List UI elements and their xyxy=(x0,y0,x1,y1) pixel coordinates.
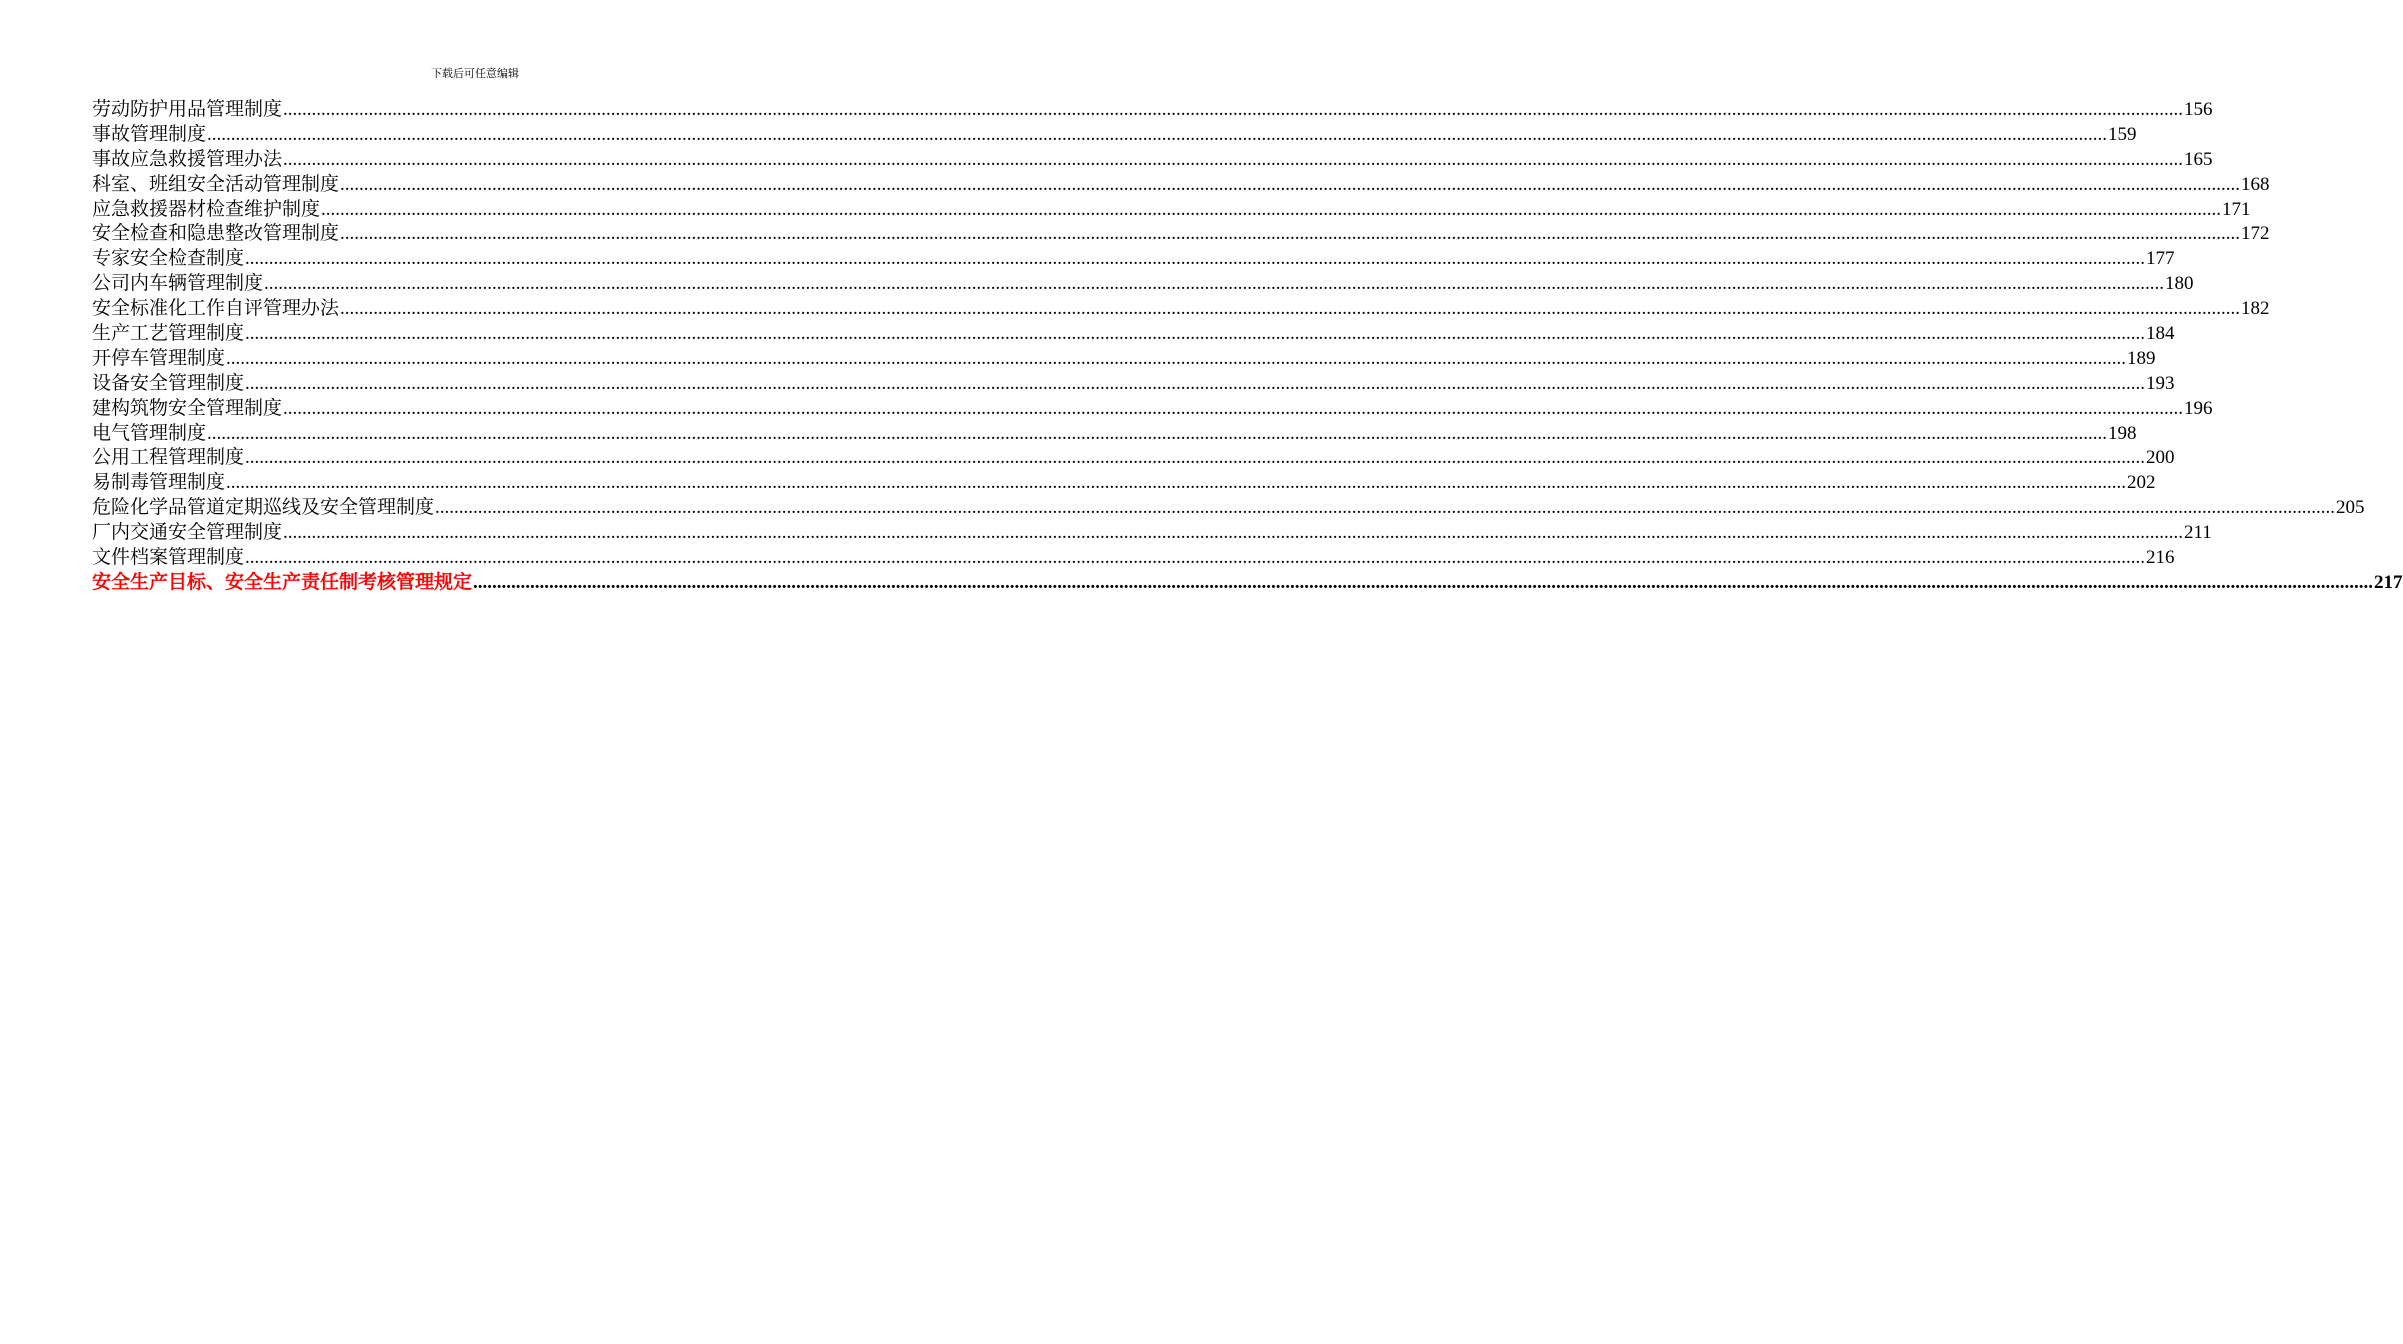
toc-entry-page-number: 172 xyxy=(2241,223,2270,245)
toc-entry-title: 安全检查和隐患整改管理制度 xyxy=(92,222,340,245)
toc-entry-page-number: 202 xyxy=(2127,472,2156,494)
toc-entry-page-number: 211 xyxy=(2184,522,2212,544)
toc-entry-title: 事故应急救援管理办法 xyxy=(92,147,283,170)
toc-dot-leader: ................................................................................................................................................................................................................................................................................................................................................................................................................ xyxy=(207,422,2108,444)
toc-dot-leader: ................................................................................................................................................................................................................................................................................................................................................................................................................ xyxy=(283,99,2184,120)
toc-entry[interactable] xyxy=(92,520,2212,545)
toc-entry-page-number: 184 xyxy=(2146,323,2175,345)
toc-entry-page-number: 182 xyxy=(2241,298,2270,320)
toc-entry-title: 电气管理制度 xyxy=(92,421,207,444)
toc-dot-leader: ................................................................................................................................................................................................................................................................................................................................................................................................................ xyxy=(226,347,2127,369)
toc-entry-page-number: 189 xyxy=(2127,347,2156,369)
toc-entry[interactable] xyxy=(92,421,2137,446)
table-of-contents xyxy=(92,97,2403,595)
toc-dot-leader: ................................................................................................................................................................................................................................................................................................................................................................................................................ xyxy=(321,198,2222,220)
toc-entry-title: 公用工程管理制度 xyxy=(92,446,245,469)
toc-dot-leader: ................................................................................................................................................................................................................................................................................................................................................................................................................ xyxy=(245,323,2146,345)
toc-entry-page-number: 180 xyxy=(2165,273,2194,295)
toc-entry-title: 劳动防护用品管理制度 xyxy=(92,98,283,120)
toc-entry-title: 专家安全检查制度 xyxy=(92,247,245,270)
toc-entry[interactable] xyxy=(92,470,2156,495)
toc-entry[interactable] xyxy=(92,545,2175,570)
toc-entry[interactable] xyxy=(92,246,2175,271)
toc-entry-page-number: 156 xyxy=(2184,99,2213,120)
toc-entry-page-number: 200 xyxy=(2146,447,2175,469)
toc-dot-leader: ................................................................................................................................................................................................................................................................................................................................................................................................................ xyxy=(435,497,2336,519)
toc-entry-title: 设备安全管理制度 xyxy=(92,371,245,394)
toc-dot-leader: ................................................................................................................................................................................................................................................................................................................................................................................................................ xyxy=(340,173,2241,195)
toc-entry[interactable] xyxy=(92,296,2270,321)
toc-entry-title: 安全生产目标、安全生产责任制考核管理规定 xyxy=(92,570,473,593)
toc-entry[interactable] xyxy=(92,371,2175,396)
toc-entry-title: 应急救援器材检查维护制度 xyxy=(92,197,321,220)
page-header: 下载后可任意编辑 xyxy=(431,67,519,80)
toc-dot-leader: ................................................................................................................................................................................................................................................................................................................................................................................................................ xyxy=(245,447,2146,469)
toc-entry[interactable] xyxy=(92,221,2270,246)
toc-dot-leader: ................................................................................................................................................................................................................................................................................................................................................................................................................ xyxy=(245,248,2146,270)
toc-entry-title: 危险化学品管道定期巡线及安全管理制度 xyxy=(92,496,435,519)
toc-entry-page-number: 177 xyxy=(2146,248,2175,270)
toc-entry[interactable] xyxy=(92,346,2156,371)
toc-entry-title: 易制毒管理制度 xyxy=(92,471,226,494)
toc-entry-page-number: 217 xyxy=(2374,571,2403,593)
toc-entry[interactable] xyxy=(92,271,2194,296)
toc-entry-page-number: 198 xyxy=(2108,422,2137,444)
toc-entry-title: 生产工艺管理制度 xyxy=(92,322,245,345)
toc-entry-page-number: 159 xyxy=(2108,123,2137,145)
toc-dot-leader: ................................................................................................................................................................................................................................................................................................................................................................................................................ xyxy=(283,397,2184,419)
toc-entry-title: 安全标准化工作自评管理办法 xyxy=(92,297,340,320)
toc-entry-page-number: 171 xyxy=(2222,198,2251,220)
toc-entry-page-number: 216 xyxy=(2146,547,2175,569)
toc-entry[interactable] xyxy=(92,172,2270,197)
toc-entry-title: 开停车管理制度 xyxy=(92,346,226,369)
toc-entry[interactable] xyxy=(92,197,2251,222)
toc-entry-title: 科室、班组安全活动管理制度 xyxy=(92,172,340,195)
toc-entry-title: 文件档案管理制度 xyxy=(92,546,245,569)
toc-entry[interactable] xyxy=(92,147,2213,172)
toc-dot-leader: ................................................................................................................................................................................................................................................................................................................................................................................................................ xyxy=(473,571,2374,593)
toc-dot-leader: ................................................................................................................................................................................................................................................................................................................................................................................................................ xyxy=(207,123,2108,145)
toc-dot-leader: ................................................................................................................................................................................................................................................................................................................................................................................................................ xyxy=(340,223,2241,245)
toc-dot-leader: ................................................................................................................................................................................................................................................................................................................................................................................................................ xyxy=(340,298,2241,320)
toc-entry-title: 事故管理制度 xyxy=(92,122,207,145)
toc-dot-leader: ................................................................................................................................................................................................................................................................................................................................................................................................................ xyxy=(283,522,2184,544)
toc-entry[interactable] xyxy=(92,570,2403,595)
toc-entry-title: 厂内交通安全管理制度 xyxy=(92,521,283,544)
toc-dot-leader: ................................................................................................................................................................................................................................................................................................................................................................................................................ xyxy=(264,273,2165,295)
toc-entry[interactable] xyxy=(92,321,2175,346)
toc-entry[interactable] xyxy=(92,97,2213,122)
toc-entry[interactable] xyxy=(92,122,2137,147)
toc-entry-page-number: 205 xyxy=(2336,497,2365,519)
toc-entry[interactable] xyxy=(92,495,2365,520)
toc-entry[interactable] xyxy=(92,445,2175,470)
toc-entry-title: 建构筑物安全管理制度 xyxy=(92,396,283,419)
toc-dot-leader: ................................................................................................................................................................................................................................................................................................................................................................................................................ xyxy=(283,148,2184,170)
toc-dot-leader: ................................................................................................................................................................................................................................................................................................................................................................................................................ xyxy=(245,372,2146,394)
toc-dot-leader: ................................................................................................................................................................................................................................................................................................................................................................................................................ xyxy=(245,547,2146,569)
toc-entry-page-number: 165 xyxy=(2184,148,2213,170)
toc-entry-title: 公司内车辆管理制度 xyxy=(92,272,264,295)
toc-dot-leader: ................................................................................................................................................................................................................................................................................................................................................................................................................ xyxy=(226,472,2127,494)
toc-entry-page-number: 193 xyxy=(2146,372,2175,394)
toc-entry[interactable] xyxy=(92,396,2213,421)
toc-entry-page-number: 168 xyxy=(2241,173,2270,195)
toc-entry-page-number: 196 xyxy=(2184,397,2213,419)
